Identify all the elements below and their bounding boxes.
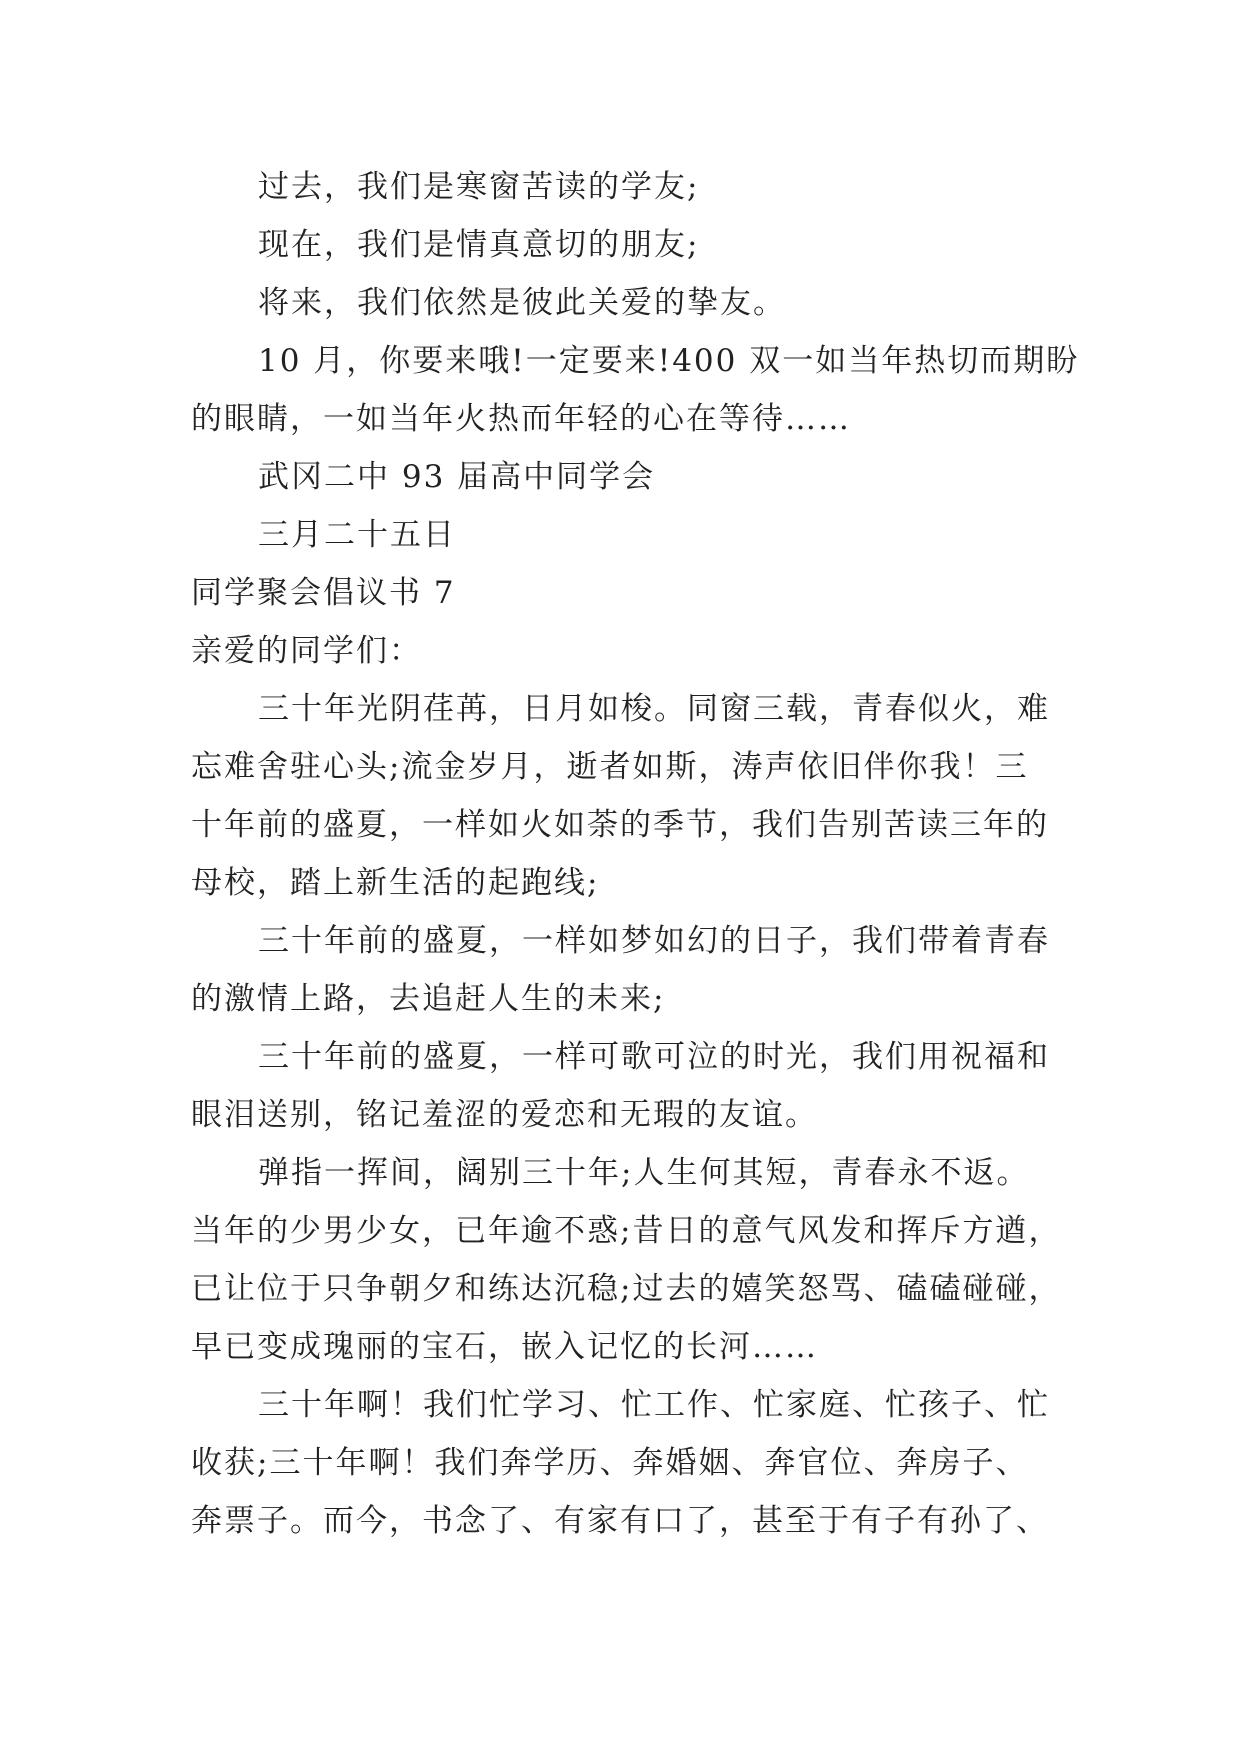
section-heading: 同学聚会倡议书 7 — [191, 575, 456, 611]
paragraph-line: 母校，踏上新生活的起跑线; — [191, 865, 600, 901]
paragraph-line: 早已变成瑰丽的宝石，嵌入记忆的长河…… — [191, 1329, 818, 1365]
paragraph-line: 三十年光阴荏苒，日月如梭。同窗三载，青春似火，难 — [258, 691, 1050, 727]
salutation-line: 亲爱的同学们： — [191, 633, 422, 669]
paragraph-line: 的眼睛，一如当年火热而年轻的心在等待…… — [191, 401, 851, 437]
paragraph-line: 的激情上路，去追赶人生的未来; — [191, 981, 666, 1017]
paragraph-line: 已让位于只争朝夕和练达沉稳;过去的嬉笑怒骂、磕磕碰碰， — [191, 1271, 1062, 1307]
paragraph-line: 当年的少男少女，已年逾不惑;昔日的意气风发和挥斥方遒， — [191, 1213, 1062, 1249]
paragraph-line: 忘难舍驻心头;流金岁月，逝者如斯，涛声依旧伴你我！三 — [191, 749, 1029, 785]
paragraph-line: 现在，我们是情真意切的朋友; — [258, 227, 700, 263]
paragraph-line: 过去，我们是寒窗苦读的学友; — [258, 169, 700, 205]
paragraph-line: 弹指一挥间，阔别三十年;人生何其短，青春永不返。 — [258, 1155, 1030, 1191]
signature-line: 武冈二中 93 届高中同学会 — [258, 459, 656, 495]
paragraph-line: 收获;三十年啊！我们奔学历、奔婚姻、奔官位、奔房子、 — [191, 1445, 1029, 1481]
date-line: 三月二十五日 — [258, 517, 456, 553]
paragraph-line: 10 月，你要来哦!一定要来!400 双一如当年热切而期盼 — [258, 343, 1080, 379]
paragraph-line: 将来，我们依然是彼此关爱的挚友。 — [258, 285, 786, 321]
paragraph-line: 十年前的盛夏，一样如火如荼的季节，我们告别苦读三年的 — [191, 807, 1049, 843]
paragraph-line: 三十年前的盛夏，一样可歌可泣的时光，我们用祝福和 — [258, 1039, 1050, 1075]
paragraph-line: 三十年前的盛夏，一样如梦如幻的日子，我们带着青春 — [258, 923, 1050, 959]
paragraph-line: 奔票子。而今，书念了、有家有口了，甚至于有子有孙了、 — [191, 1503, 1049, 1539]
paragraph-line: 三十年啊！我们忙学习、忙工作、忙家庭、忙孩子、忙 — [258, 1387, 1050, 1423]
paragraph-line: 眼泪送别，铭记羞涩的爱恋和无瑕的友谊。 — [191, 1097, 818, 1133]
